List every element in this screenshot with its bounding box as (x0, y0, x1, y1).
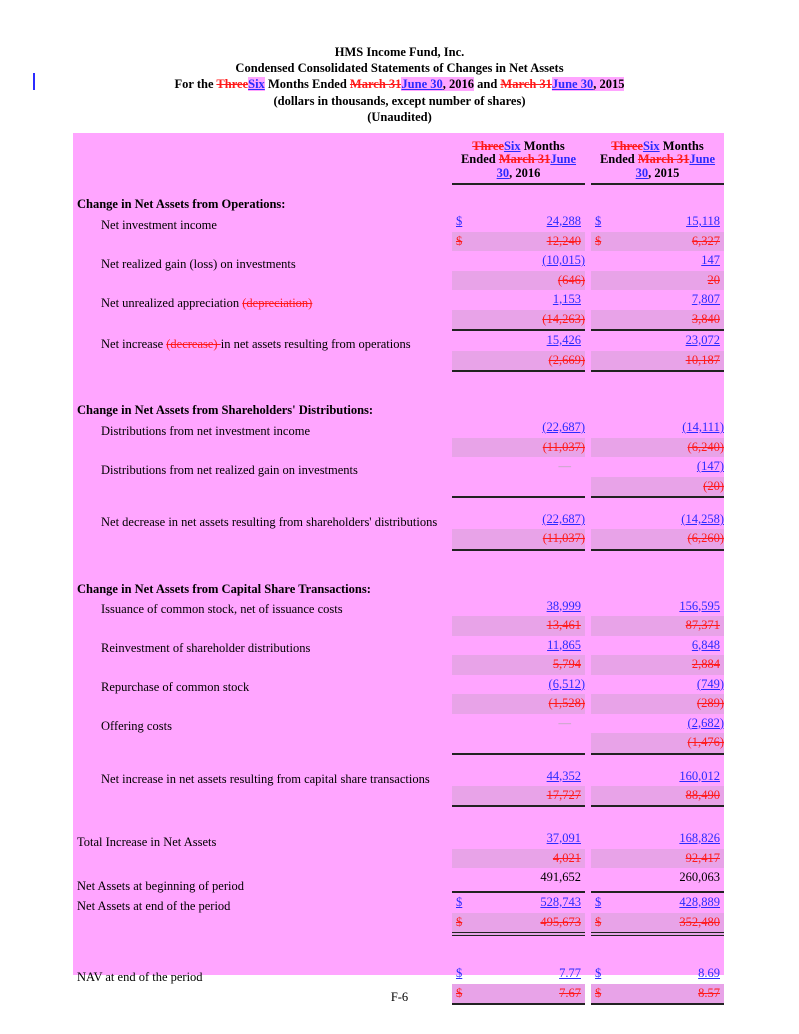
row-label: Net investment income (101, 217, 217, 232)
statement-title: Condensed Consolidated Statements of Changes in Net Assets (235, 61, 564, 76)
section-title-distributions: Change in Net Assets from Shareholders' Distributions: (77, 403, 374, 417)
table-row: Net decrease in net assets resulting from shareholders' distributions (22,687) (14,258) (73, 498, 724, 529)
section-title-operations: Change in Net Assets from Operations: (77, 197, 286, 211)
table-row: Offering costs — (2,682) (73, 714, 724, 734)
table-row-deleted: 13,461 87,371 (73, 616, 724, 636)
table-row-deleted: (2,669) 10,187 (73, 351, 724, 373)
table-row-deleted: (14,263) 3,840 (73, 310, 724, 332)
table-row-deleted: $ 12,240 $ 6,327 (73, 232, 724, 252)
table-row-deleted: 4,021 92,417 (73, 849, 724, 869)
page-number: F-6 (390, 990, 409, 1004)
document-header (0, 44, 799, 125)
table-row: Issuance of common stock, net of issuance costs 38,999 156,595 (73, 597, 724, 617)
table-row: Net investment income $ 24,288 $ 15,118 (73, 212, 724, 232)
table-row: Reinvestment of shareholder distributions 11,865 6,848 (73, 636, 724, 656)
inserted-text: June 30 (551, 77, 594, 92)
row-label: Net increase (decrease) in net assets resulting from operations (101, 336, 411, 351)
table-row: Net realized gain (loss) on investments (10,015) 147 (73, 251, 724, 271)
deleted-text: Three (216, 77, 249, 92)
table-row-end: Net Assets at end of the period $ 528,743 $ 428,889 (73, 893, 724, 913)
deleted-text: March 31 (500, 77, 552, 92)
table-row-deleted: (646) 20 (73, 271, 724, 291)
table-row-beginning: Net Assets at beginning of period 491,652 260,063 (73, 868, 724, 893)
row-label: Net decrease in net assets resulting from shareholders' distributions (101, 515, 438, 529)
table-row: Repurchase of common stock (6,512) (749) (73, 675, 724, 695)
row-label: Net increase in net assets resulting from capital share transactions (101, 771, 430, 786)
row-label: Issuance of common stock, net of issuance costs (101, 602, 343, 616)
row-label: NAV at end of the period (77, 969, 203, 984)
row-label: Offering costs (101, 719, 172, 733)
table-row-deleted: $ 7.67 $ 8.57 (73, 984, 724, 1006)
table-row-total-increase: Total Increase in Net Assets 37,091 168,826 (73, 829, 724, 849)
row-label: Repurchase of common stock (101, 680, 250, 694)
row-label: Distributions from net realized gain on investments (101, 462, 358, 477)
table-row-nav: NAV at end of the period $ 7.77 $ 8.69 (73, 964, 724, 984)
table-row-deleted: $ 495,673 $ 352,480 (73, 913, 724, 937)
table-row-deleted: (20) (73, 477, 724, 499)
table-row-deleted: (1,476) (73, 733, 724, 755)
units-note: (dollars in thousands, except number of shares) (273, 93, 526, 108)
column-header-2016: ThreeSix Months Ended March 31June 30, 2016 (452, 133, 585, 185)
table-row-deleted: 5,794 2,884 (73, 655, 724, 675)
table-row: Distributions from net realized gain on investments — (147) (73, 457, 724, 477)
changes-in-net-assets-table (73, 133, 724, 1005)
row-label: Net unrealized appreciation (depreciation) (101, 295, 313, 310)
company-name: HMS Income Fund, Inc. (334, 45, 465, 59)
inserted-text: June 30 (401, 77, 443, 92)
table-row: Net unrealized appreciation (depreciation) 1,153 7,807 (73, 290, 724, 310)
table-row-deleted: (11,037) (6,240) (73, 438, 724, 458)
row-label: Net realized gain (loss) on investments (101, 256, 296, 271)
section-title-capital: Change in Net Assets from Capital Share Transactions: (77, 581, 371, 596)
table-row-deleted: 17,727 88,490 (73, 786, 724, 808)
period-line: For the ThreeSix Months Ended March 31June 30, 2016 and March 31June 30, 2015 (174, 77, 625, 92)
table-row: Net increase (decrease) in net assets resulting from operations 15,426 23,072 (73, 331, 724, 351)
table-row-deleted: (1,528) (289) (73, 694, 724, 714)
row-label: Total Increase in Net Assets (77, 834, 217, 849)
row-label: Net Assets at beginning of period (77, 879, 244, 893)
deleted-text: March 31 (349, 77, 402, 92)
table-row: Net increase in net assets resulting from capital share transactions 44,352 160,012 (73, 755, 724, 786)
table-row-deleted: (11,037) (6,260) (73, 529, 724, 551)
column-header-2015: ThreeSix Months Ended March 31June 30, 2015 (591, 133, 724, 185)
row-label: Net Assets at end of the period (77, 898, 231, 913)
row-label: Reinvestment of shareholder distributions (101, 641, 311, 655)
row-label: Distributions from net investment income (101, 423, 310, 438)
inserted-text: Six (248, 77, 265, 92)
audit-note: (Unaudited) (367, 109, 432, 124)
table-row: Distributions from net investment income (22,687) (14,111) (73, 418, 724, 438)
